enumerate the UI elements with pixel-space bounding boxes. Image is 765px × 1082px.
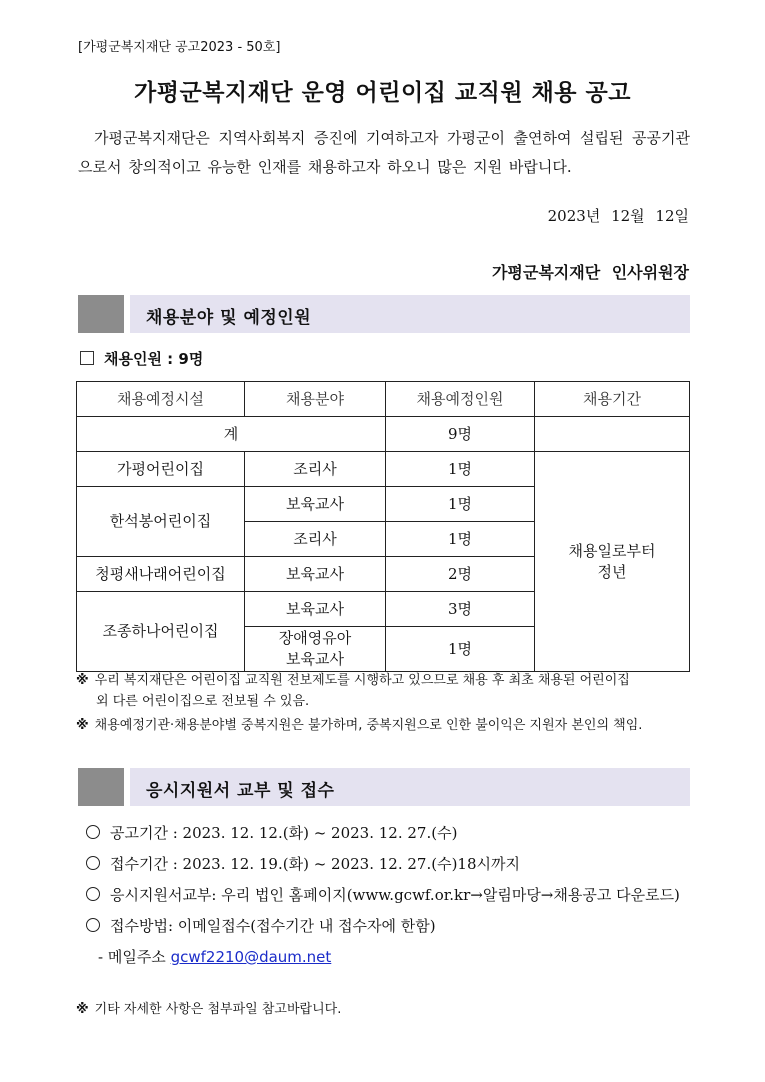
recruit-count <box>80 348 203 369</box>
header-cell-field: 채용분야 <box>245 382 386 417</box>
item-text: 응시지원서교부: 우리 법인 홈페이지(www.gcwf.or.kr→알림마당→채용공고 다운로드) <box>110 886 680 904</box>
announcement-date: 2023년 12월 12일 <box>547 207 689 225</box>
note-mark: ※ <box>76 718 89 733</box>
email-row <box>86 942 706 973</box>
field-cell: 보육교사 <box>245 487 386 522</box>
total-period-cell <box>535 417 690 452</box>
item-text: 접수방법: 이메일접수(접수기간 내 접수자에 한함) <box>110 917 436 935</box>
count-cell: 1명 <box>386 627 535 672</box>
period-line-1: 채용일로부터 <box>568 541 656 560</box>
list-item <box>86 849 706 880</box>
email-link[interactable]: gcwf2210@daum.net <box>170 948 332 966</box>
recruitment-table <box>76 381 690 672</box>
note-text-line-2: 외 다른 어린이집으로 전보될 수 있음. <box>96 694 310 709</box>
note-transfer <box>76 670 696 712</box>
section-marker-block <box>78 768 124 806</box>
footer-note-text: 기타 자세한 사항은 첨부파일 참고바랍니다. <box>94 1002 342 1017</box>
list-item <box>86 818 706 849</box>
field-line-1: 장애영유아 <box>278 629 352 647</box>
table-header-row <box>77 382 690 417</box>
facility-cell: 조종하나어린이집 <box>77 592 245 672</box>
table-total-row <box>77 417 690 452</box>
circle-bullet-icon <box>86 918 100 932</box>
field-cell: 조리사 <box>245 522 386 557</box>
field-cell <box>245 627 386 672</box>
header-cell-period: 채용기간 <box>535 382 690 417</box>
note-duplicate <box>76 715 696 736</box>
header-cell-count: 채용예정인원 <box>386 382 535 417</box>
field-cell: 보육교사 <box>245 557 386 592</box>
section-title: 응시지원서 교부 및 접수 <box>146 781 335 801</box>
section-title: 채용분야 및 예정인원 <box>146 308 312 328</box>
email-label: - 메일주소 <box>98 948 166 966</box>
circle-bullet-icon <box>86 887 100 901</box>
circle-bullet-icon <box>86 825 100 839</box>
document-number: [가평군복지재단 공고2023 - 50호] <box>78 40 281 55</box>
note-text-line-1: 우리 복지재단은 어린이집 교직원 전보제도를 시행하고 있으므로 채용 후 최초 채용된 어린이집 <box>94 673 630 688</box>
field-cell: 보육교사 <box>245 592 386 627</box>
note-text: 채용예정기관·채용분야별 중복지원은 불가하며, 중복지원으로 인한 불이익은 지원자 본인의 책임. <box>94 718 643 733</box>
total-value: 9명 <box>386 417 535 452</box>
period-line-2: 정년 <box>597 562 627 581</box>
table-row <box>77 452 690 487</box>
facility-cell: 가평어린이집 <box>77 452 245 487</box>
count-cell: 1명 <box>386 522 535 557</box>
total-label: 계 <box>77 417 386 452</box>
note-mark: ※ <box>76 673 89 688</box>
list-item <box>86 880 706 911</box>
header-cell-facility: 채용예정시설 <box>77 382 245 417</box>
facility-cell: 한석봉어린이집 <box>77 487 245 557</box>
field-cell: 조리사 <box>245 452 386 487</box>
count-cell: 1명 <box>386 452 535 487</box>
section-header-application <box>78 768 690 806</box>
count-cell: 1명 <box>386 487 535 522</box>
recruit-count-text: 채용인원 : 9명 <box>104 350 204 368</box>
facility-cell: 청평새나래어린이집 <box>77 557 245 592</box>
count-cell: 3명 <box>386 592 535 627</box>
item-text: 접수기간 : 2023. 12. 19.(화) ~ 2023. 12. 27.(수)18시까지 <box>110 855 520 873</box>
field-line-2: 보육교사 <box>286 650 344 668</box>
page-title: 가평군복지재단 운영 어린이집 교직원 채용 공고 <box>134 80 631 106</box>
list-item <box>86 911 706 942</box>
circle-bullet-icon <box>86 856 100 870</box>
section-header-recruitment <box>78 295 690 333</box>
note-mark: ※ <box>76 1002 89 1017</box>
application-items <box>86 818 706 973</box>
count-cell: 2명 <box>386 557 535 592</box>
footer-note <box>76 998 341 1017</box>
sender-name: 가평군복지재단 인사위원장 <box>491 263 689 282</box>
period-cell <box>535 452 690 672</box>
item-text: 공고기간 : 2023. 12. 12.(화) ~ 2023. 12. 27.(수) <box>110 824 458 842</box>
checkbox-square-icon <box>80 351 94 365</box>
section-marker-block <box>78 295 124 333</box>
intro-paragraph: 가평군복지재단은 지역사회복지 증진에 기여하고자 가평군이 출연하여 설립된 공공기관으로서 창의적이고 유능한 인재를 채용하고자 하오니 많은 지원 바랍니다. <box>78 129 690 176</box>
